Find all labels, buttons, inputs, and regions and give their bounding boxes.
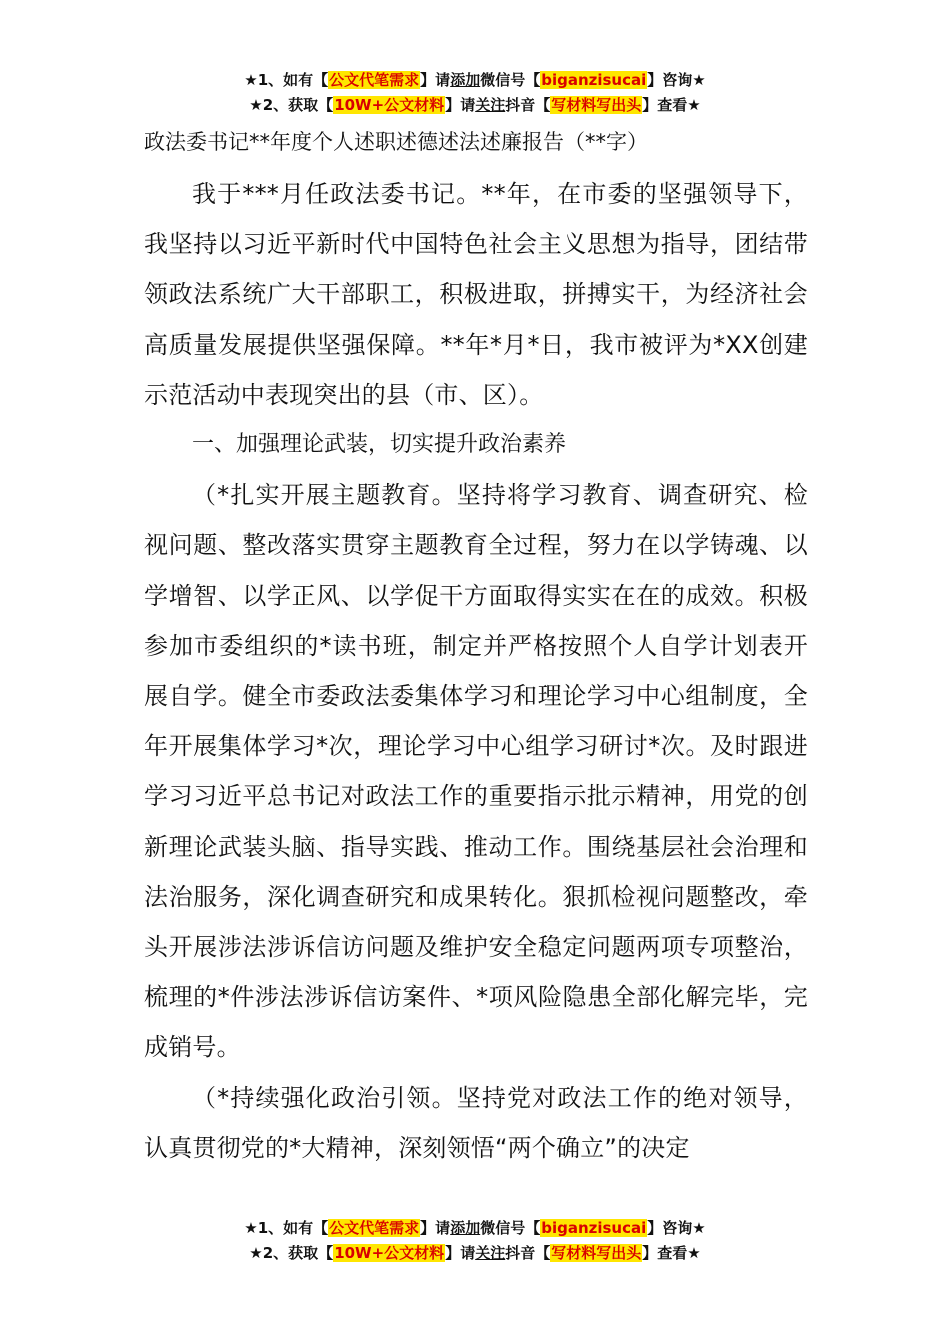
promo-highlight: 公文代笔需求 [329,1219,420,1237]
bottom-promo-banner [0,1216,950,1266]
promo-line-1: ★1、如有【公文代笔需求】请添加微信号【biganzisucai】咨询★ [244,71,706,89]
body-paragraph: （*持续强化政治引领。坚持党对政法工作的绝对领导，认真贯彻党的*大精神，深刻领悟“两个确立”的决定 [144,1083,808,1162]
document-title: 政法委书记**年度个人述职述德述法述廉报告（**字） [144,130,648,154]
body-paragraph: （*扎实开展主题教育。坚持将学习教育、调查研究、检视问题、整改落实贯穿主题教育全过程，努力在以学铸魂、以学增智、以学正风、以学促干方面取得实实在在的成效。积极参加市委组织的*读书班，制定并严格按照个人自学计划表开展自学。健全市委政法委集体学习和理论学习中心组制度，全年开展集体学习*次，理论学习中心组学习研讨*次。及时跟进学习习近平总书记对政法工作的重要指示批示精神，用党的创新理论武装头脑、指导实践、推动工作。围绕基层社会治理和法治服务，深化调查研究和成果转化。狠抓检视问题整改，牵头开展涉法涉诉信访问题及维护安全稳定问题两项专项整治，梳理的*件涉法涉诉信访案件、*项风险隐患全部化解完毕，完成销号。 [144,481,808,1062]
promo-line-1: ★1、如有【公文代笔需求】请添加微信号【biganzisucai】咨询★ [244,1219,706,1237]
promo-douyin-id: 写材料写出头 [551,96,642,114]
top-promo-banner [0,68,950,118]
promo-line-2: ★2、获取【10W+公文材料】请关注抖音【写材料写出头】查看★ [249,1244,701,1262]
promo-highlight: 公文代笔需求 [329,71,420,89]
promo-highlight: 10W+公文材料 [334,96,445,114]
document-body [144,122,808,1173]
promo-line-2: ★2、获取【10W+公文材料】请关注抖音【写材料写出头】查看★ [249,96,701,114]
promo-wechat-id: biganzisucai [541,71,647,89]
intro-paragraph: 我于***月任政法委书记。**年，在市委的坚强领导下，我坚持以习近平新时代中国特色社会主义思想为指导，团结带领政法系统广大干部职工，积极进取，拼搏实干，为经济社会高质量发展提供坚强保障。**年*月*日，我市被评为*XX创建示范活动中表现突出的县（市、区）。 [144,180,808,409]
section-heading: 一、加强理论武装，切实提升政治素养 [192,432,567,458]
promo-wechat-id: biganzisucai [541,1219,647,1237]
promo-highlight: 10W+公文材料 [334,1244,445,1262]
promo-douyin-id: 写材料写出头 [551,1244,642,1262]
